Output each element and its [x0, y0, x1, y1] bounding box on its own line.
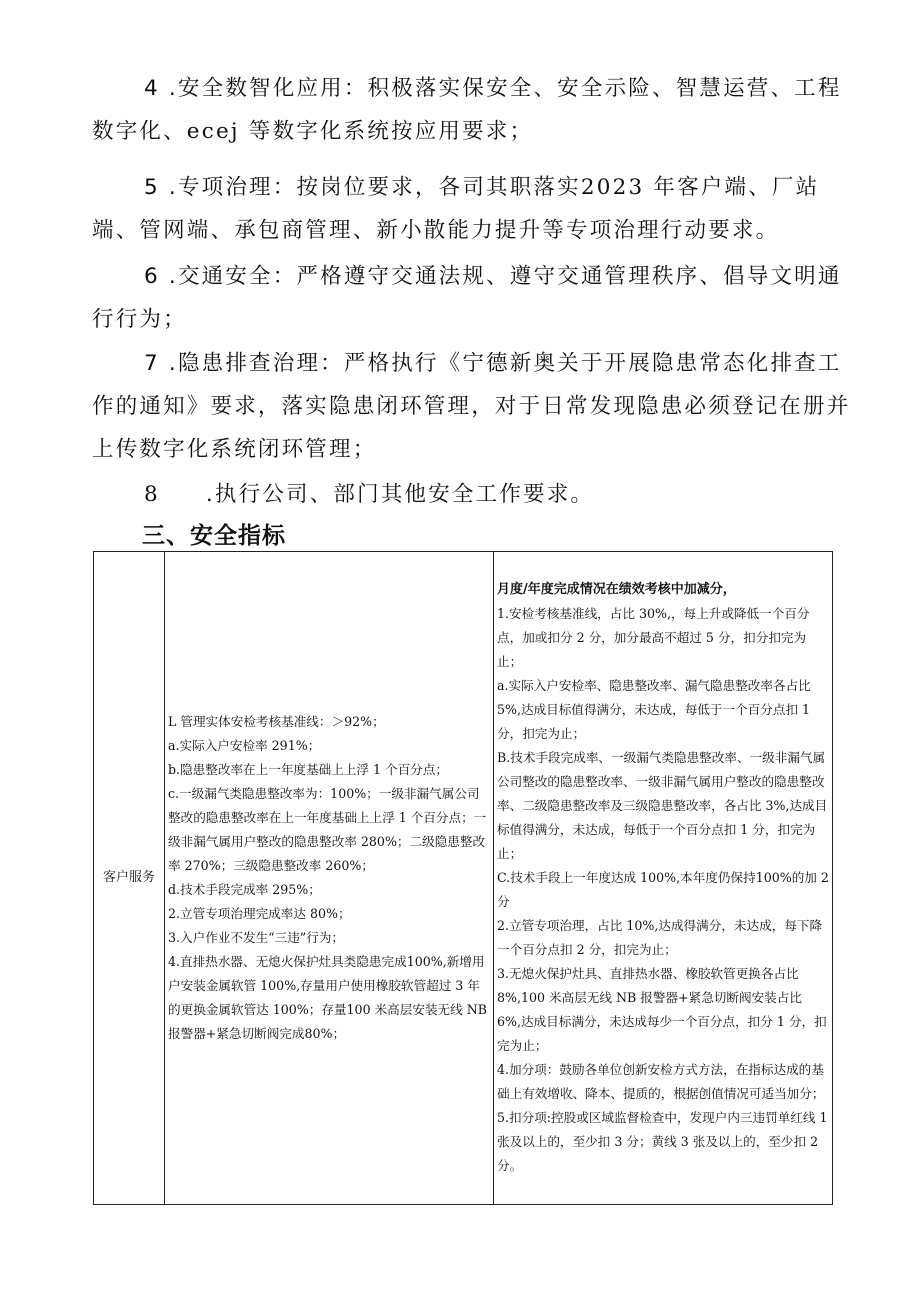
requirement-line: b.隐患整改率在上一年度基础上上浮 1 个百分点； — [168, 762, 448, 777]
scoring-line: B.技术手段完成率、一级漏气类隐患整改率、一级非漏气属公司整改的隐患整改率、一级非漏气属用户整改的隐患整改率、二级隐患整改率及三级隐患整改率，各占比 3%,达成目标值得满分，未达成，每低于一个百分点扣 1 分，扣完为止； — [497, 750, 828, 861]
requirement-line: a.实际入户安检率 291%； — [168, 738, 321, 753]
scoring-line: a.实际入户安检率、隐患整改率、漏气隐患整改率各占比 5%,达成目标值得满分，未达成，每低于一个百分点扣 1 分，扣完为止； — [497, 678, 811, 741]
requirement-line: L 管理实体安检考核基准线：＞92%； — [168, 714, 385, 729]
requirements-cell — [165, 552, 494, 1205]
paragraph-item-5 — [92, 166, 852, 252]
scoring-line: 5.扣分项:控股或区域监督检查中，发现户内三违罚单红线 1 张及以上的，至少扣 3 分；黄线 3 张及以上的，至少扣 2 分。 — [497, 1110, 828, 1173]
paragraph-lead: 5 .专项治理： — [144, 175, 297, 200]
item8-number: 8 — [144, 482, 160, 507]
paragraph-lead: 4 .安全数智化应用： — [144, 76, 368, 101]
category-cell: 客户服务 — [94, 552, 165, 1205]
paragraph-item-7 — [92, 342, 852, 471]
scoring-header: 月度/年度完成情况在绩效考核中加减分， — [497, 582, 736, 597]
requirement-line: c.一级漏气类隐患整改率为：100%；一级非漏气属公司整改的隐患整改率在上一年度基础上上浮 1 个百分点；一级非漏气属用户整改的隐患整改率 280%；二级隐患整改率 270%；三级隐患整改率 260%； — [168, 786, 487, 873]
paragraph-body: 严格执行《宁德新奥关于开展隐患常态化排查工作的通知》要求，落实隐患闭环管理，对于日常发现隐患必须登记在册并上传数字化系统闭环管理； — [92, 351, 851, 462]
paragraph-body: 积极落实保安全、安全示险、智慧运营、工程数字化、ecej 等数字化系统按应用要求； — [92, 76, 842, 144]
paragraph-item-4 — [92, 67, 852, 153]
section-title: 三、安全指标 — [142, 523, 286, 549]
scoring-line: 1.安检考核基准线，占比 30%,，每上升或降低一个百分点，加或扣分 2 分，加分最高不超过 5 分，扣分扣完为止； — [497, 606, 810, 669]
scoring-cell — [494, 552, 833, 1205]
paragraph-lead: 7 .隐患排查治理： — [144, 351, 344, 376]
paragraph-item-8 — [92, 473, 852, 516]
scoring-line: 4.加分项：鼓励各单位创新安检方式方法，在指标达成的基础上有效增收、降本、提质的，根据创值情况可适当加分； — [497, 1062, 825, 1101]
safety-indicator-table — [93, 551, 833, 1205]
scoring-line: 2.立管专项治理，占比 10%,达成得满分，未达成，每下降一个百分点扣 2 分，扣完为止； — [497, 918, 823, 957]
scoring-line: 3.无熄火保护灶具、直排热水器、橡胶软管更换各占比 8%,100 米高层无线 NB 报警器+紧急切断阀安装占比 6%,达成目标满分，未达成每少一个百分点，扣分 1 分，扣完为止； — [497, 966, 827, 1053]
requirement-line: 3.入户作业不发生“三违”行为； — [168, 930, 345, 945]
table-row — [94, 552, 833, 1205]
paragraph-item-6 — [92, 255, 852, 341]
requirement-line: d.技术手段完成率 295%； — [168, 882, 321, 897]
item8-body: .执行公司、部门其他安全工作要求。 — [205, 482, 595, 507]
paragraph-lead: 6 .交通安全： — [144, 264, 297, 289]
requirement-line: 4.直排热水器、无熄火保护灶具类隐患完成100%,新增用户安装金属软管 100%,存量用户使用橡胶软管超过 3 年的更换金属软管达 100%；存量100 米高层安装无线 NB 报警器+紧急切断阀完成80%； — [168, 954, 488, 1041]
scoring-line: C.技术手段上一年度达成 100%,本年度仍保持100%的加 2 分 — [497, 870, 829, 909]
paragraph-body: 按岗位要求，各司其职落实2023 年客户端、厂站端、管网端、承包商管理、新小散能力提升等专项治理行动要求。 — [92, 175, 820, 243]
requirement-line: 2.立管专项治理完成率达 80%； — [168, 906, 351, 921]
paragraph-body: 严格遵守交通法规、遵守交通管理秩序、倡导文明通行行为； — [92, 264, 842, 332]
